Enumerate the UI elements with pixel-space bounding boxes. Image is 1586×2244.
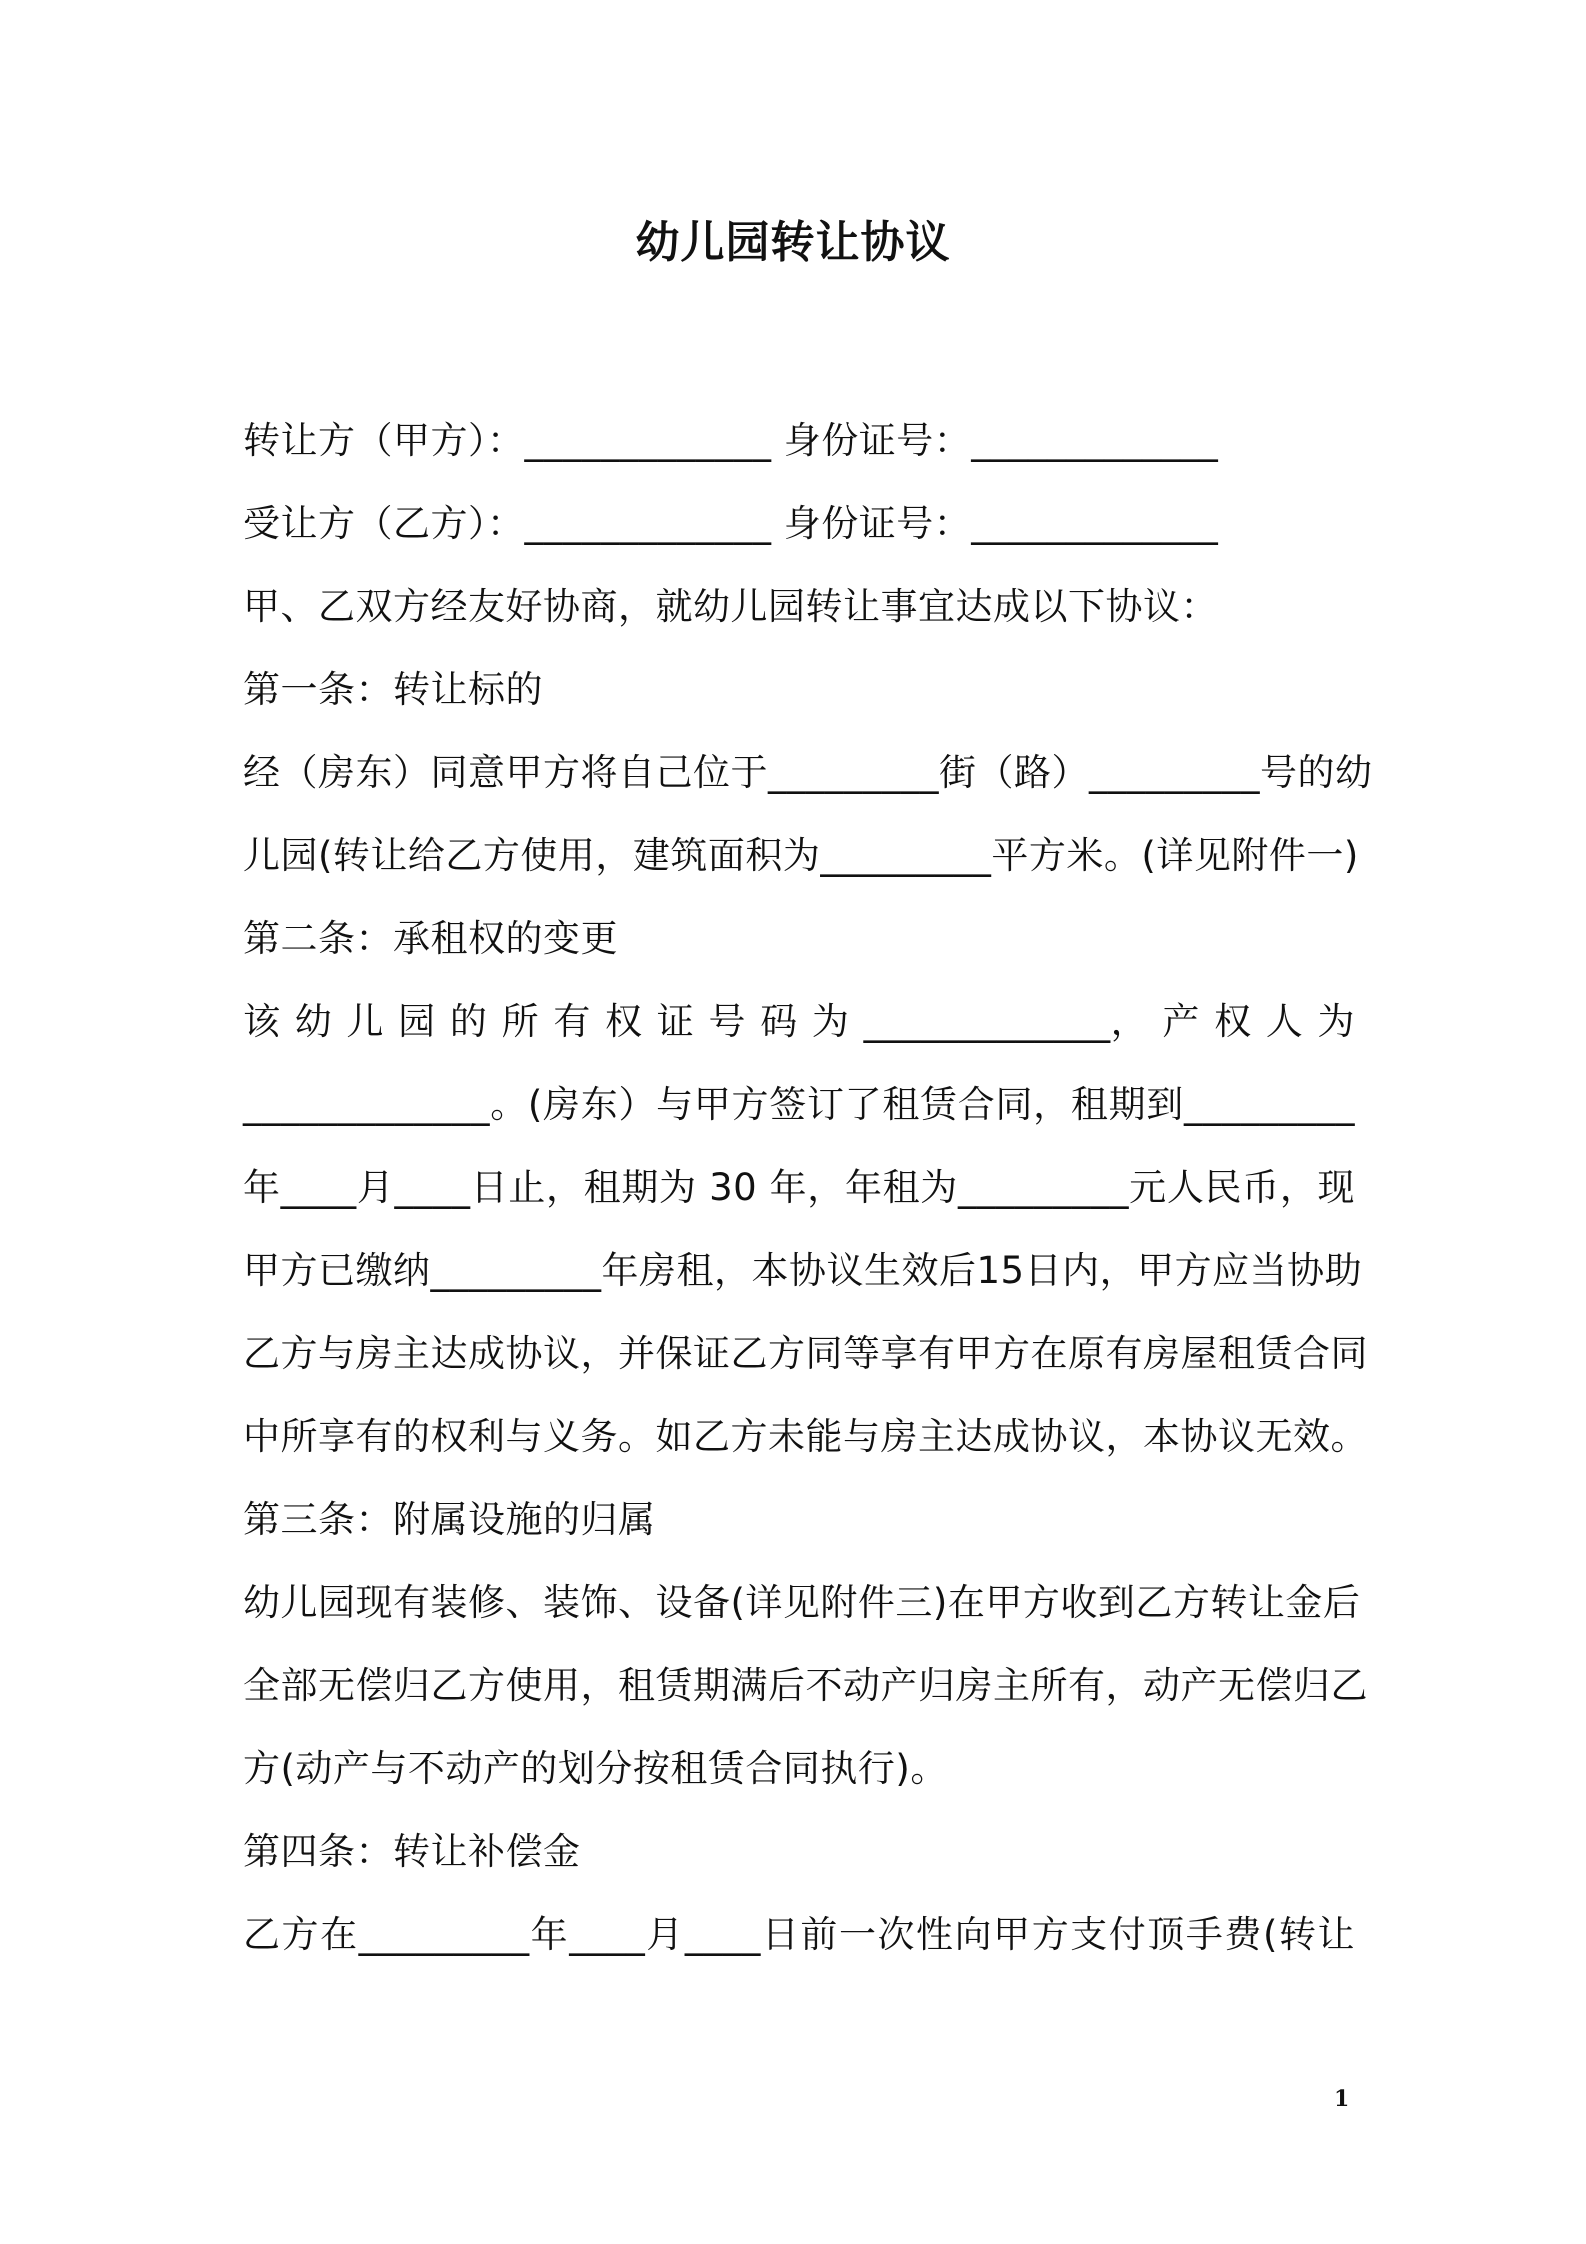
- article-1-text-line-2: 儿园(转让给乙方使用，建筑面积为_________平方米。(详见附件一): [243, 834, 1359, 877]
- article-1-heading: 第一条：转让标的: [243, 668, 543, 711]
- party-a-line: 转让方（甲方）：_____________ 身份证号：_____________: [243, 419, 1219, 462]
- text-fragment: 为: [1317, 1000, 1355, 1043]
- article-4-text-line-1: 乙方在_________年____月____日前一次性向甲方支付顶手费(转让: [243, 1913, 1355, 1956]
- article-2-text-line-5: 乙方与房主达成协议，并保证乙方同等享有甲方在原有房屋租赁合同: [243, 1332, 1368, 1375]
- document-title: 幼儿园转让协议: [635, 217, 951, 268]
- text-fragment: 号: [708, 1000, 746, 1043]
- article-3-text-line-2: 全部无偿归乙方使用，租赁期满后不动产归房主所有，动产无偿归乙: [243, 1664, 1368, 1707]
- article-4-heading: 第四条：转让补偿金: [243, 1830, 581, 1873]
- article-1-text-line-1: 经（房东）同意甲方将自己位于_________街（路）_________号的幼: [243, 751, 1373, 794]
- text-fragment: 的: [449, 1000, 488, 1043]
- text-fragment: 产: [1162, 1000, 1200, 1043]
- text-fragment: 证: [656, 1000, 695, 1043]
- text-fragment: 幼: [294, 1000, 333, 1043]
- article-2-text-line-4: 甲方已缴纳_________年房租，本协议生效后15日内，甲方应当协助: [243, 1249, 1363, 1292]
- text-fragment: 园: [398, 1000, 436, 1043]
- article-3-heading: 第三条：附属设施的归属: [243, 1498, 656, 1541]
- page-number: 1: [1334, 2086, 1350, 2112]
- party-b-line: 受让方（乙方）：_____________ 身份证号：_____________: [243, 502, 1219, 545]
- article-3-text-line-3: 方(动产与不动产的划分按租赁合同执行)。: [243, 1747, 948, 1790]
- article-2-text-line-2: _____________。(房东）与甲方签订了租赁合同，租期到_________: [243, 1083, 1355, 1126]
- article-2-text-line-3: 年____月____日止，租期为 30 年，年租为_________元人民币，现: [243, 1166, 1355, 1209]
- article-2-text-line-1: [243, 997, 1355, 1047]
- text-fragment: 该: [243, 1000, 281, 1043]
- text-fragment: 人: [1265, 1000, 1304, 1043]
- text-fragment: 有: [553, 1000, 591, 1043]
- agreement-intro: 甲、乙双方经友好协商，就幼儿园转让事宜达成以下协议：: [243, 585, 1218, 628]
- text-fragment: 为: [811, 1000, 850, 1043]
- text-fragment: 码: [760, 1000, 798, 1043]
- article-2-heading: 第二条：承租权的变更: [243, 917, 618, 960]
- article-3-text-line-1: 幼儿园现有装修、装饰、设备(详见附件三)在甲方收到乙方转让金后: [243, 1581, 1361, 1624]
- text-fragment: 权: [605, 1000, 643, 1043]
- article-2-text-line-6: 中所享有的权利与义务。如乙方未能与房主达成协议，本协议无效。: [243, 1415, 1368, 1458]
- text-fragment: 儿: [346, 1000, 384, 1043]
- ownership-certificate-blank: _____________，: [863, 1000, 1149, 1043]
- text-fragment: 权: [1214, 1000, 1252, 1043]
- text-fragment: 所: [501, 1000, 540, 1043]
